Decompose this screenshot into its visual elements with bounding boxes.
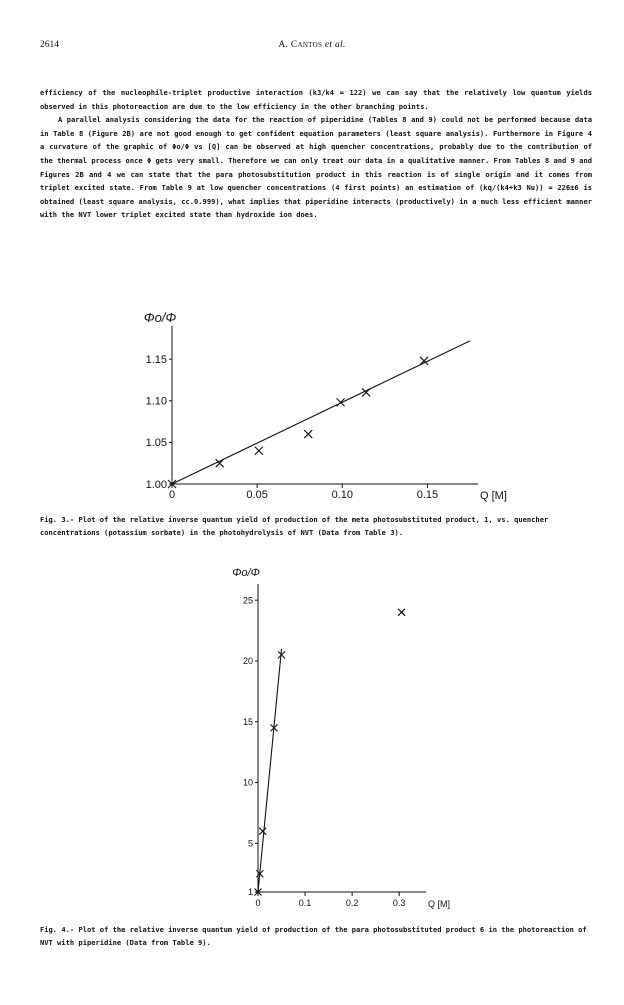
fig4-x-tick-label: 0.1 — [298, 898, 312, 908]
fig4-caption-text: Plot of the relative inverse quantum yield of production of the para photosubstituted product 6 in the photoreaction of NVT with piperidine (Data from Table 9). — [40, 925, 587, 947]
fig3-y-tick-label: 1.15 — [145, 353, 167, 366]
figure-4-caption — [40, 924, 596, 949]
fig4-y-axis-label: Φo/Φ — [232, 567, 260, 579]
fig3-caption-text: Plot of the relative inverse quantum yield of production of the meta photosubstituted product, 1, vs. quencher concentrations (potassium sorbate) in the photohydrolysis of NVT (Data from Table 3). — [40, 515, 549, 537]
fig4-data-point — [398, 609, 405, 616]
fig3-y-tick-label: 1.00 — [145, 478, 167, 491]
fig3-data-point — [420, 357, 428, 365]
fig3-x-tick-label: 0.15 — [416, 489, 439, 501]
fig4-x-tick-label: 0 — [255, 898, 261, 908]
paragraph-2: A parallel analysis considering the data for the reaction of piperidine (Tables 8 and 9) could not be performed because data in Table 8 (Figure 2B) are not good enough to get confident equation parameters (least square analysis). Furthermore in Figure 4 a curvature of the graphic of Φo/Φ vs [Q] can be observed at high quencher concentrations, probably due to the contribution of the thermal process once Φ gets very small. Therefore we can only treat our data in a qualitative manner. From Tables 8 and 9 and Figures 2B and 4 we can state that the para photosubstitution product in this reaction is of single origin and it comes from triplet excited state. From Table 9 at low quencher concentrations (4 first points) an estimation of (kq/(k4+k3 Nu)) = 226±6 is obtained (least square analysis, cc.0.999), what implies that piperidine interacts (productively) in a much less efficient manner with the NVT lower triplet excited state than hydroxide ion does. — [40, 115, 592, 220]
page-header — [40, 40, 584, 54]
fig4-x-tick-label: 0.3 — [392, 898, 406, 908]
fig4-y-tick-label: 20 — [242, 656, 253, 667]
body-text — [40, 86, 592, 222]
fig4-y-tick-label: 5 — [247, 838, 253, 849]
running-head-authors: A. Cantos — [278, 40, 323, 50]
fig4-y-tick-label: 1 — [247, 887, 253, 898]
page-number: 2614 — [40, 40, 59, 50]
figure-3-caption — [40, 514, 596, 539]
fig4-y-tick-label: 10 — [242, 777, 253, 788]
running-head-etal: et al. — [324, 40, 346, 50]
fig3-x-tick-label: 0.05 — [246, 489, 268, 501]
fig4-caption-label: Fig. 4.- — [40, 925, 75, 934]
fig3-y-axis-label: Φo/Φ — [143, 310, 177, 325]
figure-4-chart — [228, 566, 448, 916]
running-head — [40, 40, 584, 50]
fig4-fit-line — [258, 649, 282, 892]
fig4-points — [255, 609, 406, 896]
fig3-data-point — [255, 447, 263, 455]
fig3-points — [168, 357, 428, 488]
fig3-data-point — [304, 430, 312, 438]
fig3-labels — [144, 310, 507, 502]
fig3-y-tick-label: 1.05 — [145, 437, 167, 450]
fig4-y-tick-label: 25 — [242, 595, 253, 606]
paragraph-1: efficiency of the nucleophile-triplet productive interaction (k3/k4 = 122) we can say that the relatively low quantum yields observed in this photoreaction are due to the low efficiency in the other branching points. — [40, 88, 592, 111]
fig3-data-point — [337, 398, 345, 406]
fig3-y-tick-label: 1.10 — [145, 395, 167, 408]
fig3-x-tick-label: 0 — [168, 489, 176, 501]
fig4-x-axis-label: Q [M] — [428, 899, 450, 909]
fig3-x-tick-label: 0.10 — [331, 489, 353, 501]
fig3-x-axis-label: Q [M] — [480, 490, 507, 502]
fig4-regression-line — [258, 649, 282, 892]
fig4-y-tick-label: 15 — [242, 716, 253, 727]
figure-3-chart — [140, 310, 507, 507]
fig4-axes — [255, 584, 426, 896]
fig3-data-point — [216, 459, 224, 467]
fig4-x-tick-label: 0.2 — [345, 898, 359, 908]
fig3-caption-label: Fig. 3.- — [40, 515, 75, 524]
fig4-data-point — [259, 828, 266, 835]
fig4-labels — [232, 567, 450, 909]
